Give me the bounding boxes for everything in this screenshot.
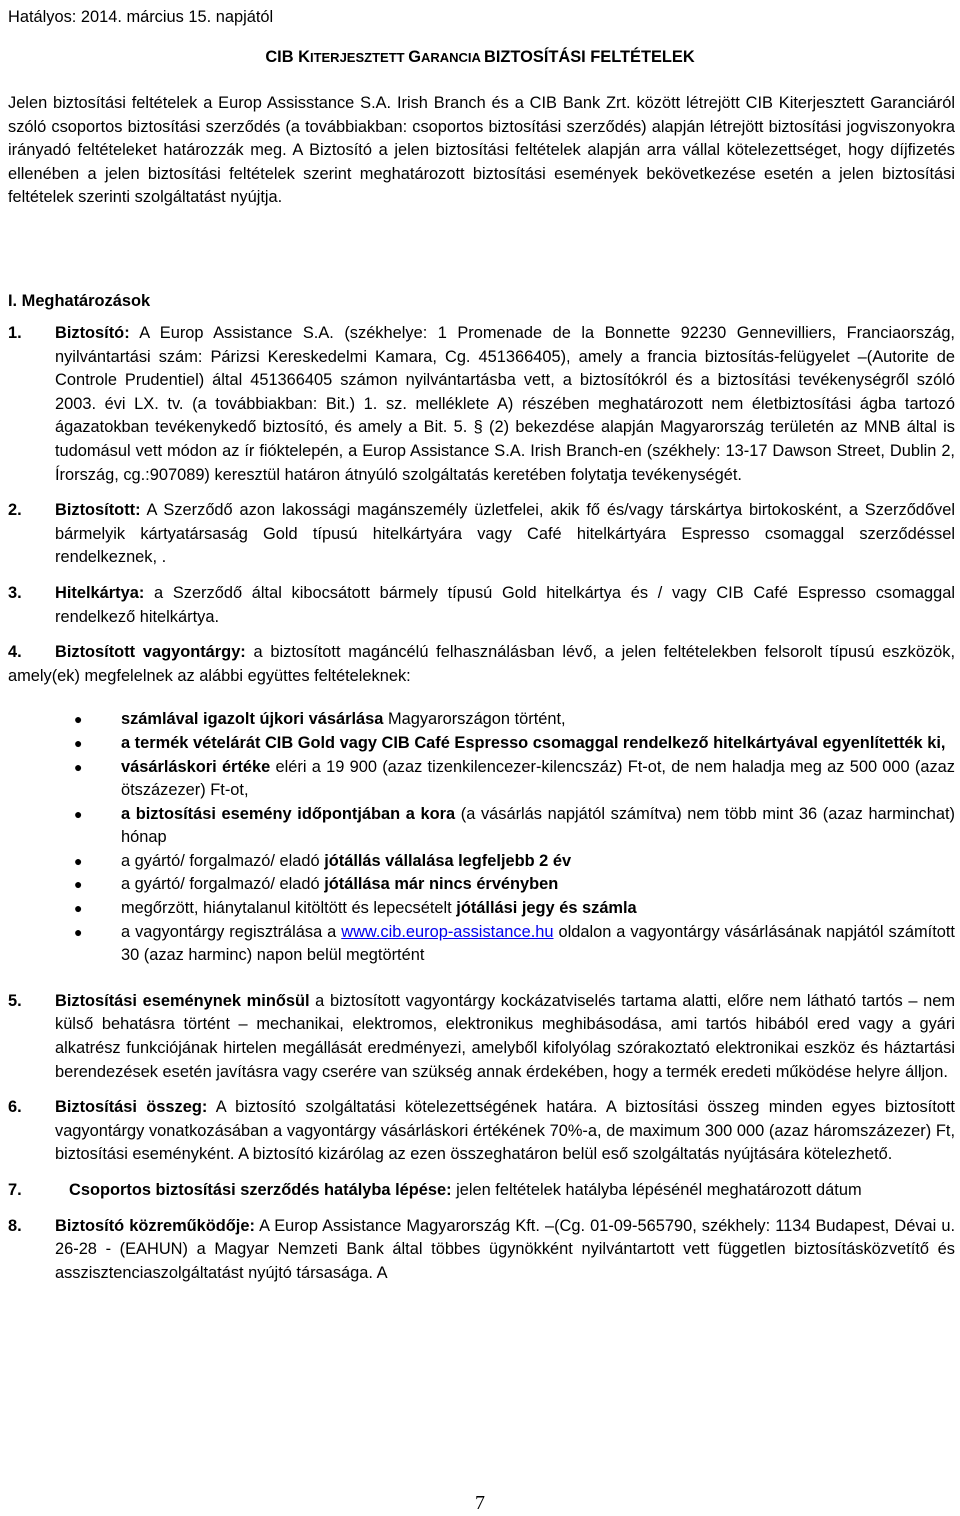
bullet-item (74, 897, 955, 921)
item-text: A Europ Assistance Magyarország Kft. –(Cg. 01-09-565790, székhely: 1134 Budapest, Dévai u. 26-28 - (EAHUN) a Magyar Nemzeti Bank által többes ügynökként nyilvántartott vett független biztosításközvetítő és asszisztenciaszolgáltatást nyújtó társasága. A (55, 1216, 956, 1282)
item-number: 4. (8, 643, 22, 662)
bullet-text: a gyártó/ forgalmazó/ eladó (121, 851, 325, 870)
item-term: Biztosító: (55, 324, 130, 342)
bullet-icon: ● (74, 923, 83, 940)
item-term: Biztosított vagyontárgy: (55, 643, 246, 662)
bullet-item (74, 803, 955, 850)
item-text: jelen feltételek hatályba lépésénél meghatározott dátum (451, 1181, 862, 1199)
item-text: a biztosított vagyontárgy kockázatviselés tartama alatti, előre nem látható tartós – nem külső behatásra történt – mechanikai, elektromos, elektronikus meghibásodása, ami tartós hibából ered vagy a gyári alkatrész funkciójának hirtelen megállását eredményezi, amelyből kifolyólag szórakoztató elektronikai eszköz és háztartási berendezések esetén javításra vagy cserére van szükség annak érdekében, hogy a termék eredeti működése helyre álljon. (55, 991, 956, 1081)
item-term: Biztosított: (55, 501, 141, 520)
bullet-bold: jótállása már nincs érvényben (324, 875, 559, 894)
item-text: a biztosított magáncélú felhasználásban lévő, a jelen feltételekben felsorolt típusú eszközök, amely(ek) megfelelnek az alábbi együttes feltételeknek: (8, 643, 955, 685)
item-term: Hitelkártya: (55, 583, 145, 602)
item-text: A Szerződő azon lakossági magánszemély üzletfelei, akik fő és/vagy társkártya birtokosként, a Szerződővel bármelyik kártyatársaság Gold típusú hitelkártyára vagy Café hitelkártyára Espresso csomaggal szerződéssel rendelkeznek, . (55, 501, 955, 567)
item-body (55, 322, 955, 487)
registration-link[interactable]: www.cib.europ-assistance.hu (341, 922, 554, 941)
title-part-5: BIZTOSÍTÁSI FELTÉTELEK (484, 48, 695, 66)
definition-item-5 (8, 990, 955, 1084)
item-4-intro (8, 641, 955, 688)
bullet-text: (a vásárlás napjától számítva) nem több mint 36 (azaz harminchat) hónap (121, 804, 955, 847)
bullet-item (74, 921, 955, 968)
definitions-list (8, 322, 955, 1297)
bullet-bold: számlával igazolt újkori vásárlása (121, 710, 384, 729)
item-body (55, 1215, 955, 1286)
section-heading: I. Meghatározások (8, 292, 151, 310)
bullet-text: oldalon a vagyontárgy vásárlásának napjától számított 30 (azaz harminc) napon belül megtörtént (121, 922, 955, 965)
title-part-4: ARANCIA (420, 50, 485, 65)
item-body (55, 1096, 955, 1167)
bullet-bold: a biztosítási esemény időpontjában a kora (121, 804, 456, 823)
definition-item-6 (8, 1096, 955, 1167)
item-number: 8. (8, 1216, 22, 1235)
item-number: 7. (8, 1181, 22, 1199)
item-text: a Szerződő által kibocsátott bármely típusú Gold hitelkártya és / vagy CIB Café Espresso csomaggal rendelkező hitelkártya. (55, 583, 955, 626)
bullet-text: eléri a 19 900 (azaz tizenkilencezer-kilencszáz) Ft-ot, de nem haladja meg az 500 000 (azaz ötszázezer) Ft-ot, (121, 757, 955, 800)
definition-item-1 (8, 322, 955, 487)
bullet-icon: ● (74, 758, 83, 775)
bullet-icon: ● (74, 876, 83, 893)
title-part-1: CIB K (265, 48, 310, 66)
item-body (55, 990, 955, 1084)
item-term: Biztosítási eseménynek minősül (55, 991, 310, 1010)
item-body (55, 582, 955, 629)
bullet-item (74, 850, 955, 874)
item-number: 1. (8, 324, 22, 342)
item-number: 5. (8, 991, 22, 1010)
bullet-bold: a termék vételárát CIB Gold vagy CIB Café Espresso csomaggal rendelkező hitelkártyával egyenlítették ki, (121, 733, 946, 752)
document-title (0, 46, 960, 70)
bullet-text: megőrzött, hiánytalanul kitöltött és lepecsételt (121, 899, 457, 918)
page-number: 7 (475, 1492, 485, 1514)
bullet-text: a vagyontárgy regisztrálása a (121, 922, 342, 941)
title-part-2: ITERJESZTETT (309, 50, 409, 65)
bullet-bold: jótállási jegy és számla (456, 899, 637, 918)
bullet-item (74, 756, 955, 803)
definition-item-4 (8, 641, 955, 968)
definition-item-3 (8, 582, 955, 629)
title-part-3: G (408, 48, 421, 66)
item-term: Biztosítási összeg: (55, 1098, 208, 1117)
bullet-bold: vásárláskori értéke (121, 757, 271, 776)
definition-item-2 (8, 499, 955, 570)
bullet-icon: ● (74, 711, 83, 728)
item-term: Csoportos biztosítási szerződés hatályba lépése: (69, 1181, 452, 1199)
definition-item-7 (8, 1179, 955, 1203)
item-text: A Europ Assistance S.A. (székhelye: 1 Promenade de la Bonnette 92230 Gennevilliers, Franciaország, nyilvántartási szám: Párizsi Kereskedelmi Kamara, Cg. 451366405), amely a francia biztosítás-felügyelet –(Autorite de Controle Prudentiel) által 451366405 számon nyilvántartásba vett, a biztosítókról és a biztosítási tevékenységről szóló 2003. évi LX. tv. (a továbbiakban: Bit.) 1. sz. melléklete A) részében meghatározott nem életbiztosítási ágba tartozó ágazatokban tevékenykedő biztosító, és amely a Bit. 5. § (2) bekezdése alapján Magyarország területén az MNB által is tudomásul vett módon az ír fióktelepén, a Europ Assistance S.A. Irish Branch-en (székhely: 13-17 Dawson Street, Dublin 2, Írország, cg.:907089) keresztül határon átnyúló szolgáltatás keretében folytatja tevékenységét. (55, 324, 955, 484)
bullet-item (74, 708, 955, 732)
bullet-item (74, 873, 955, 897)
item-term: Biztosító közreműködője: (55, 1216, 255, 1235)
validity-date: Hatályos: 2014. március 15. napjától (8, 8, 274, 26)
item-number: 2. (8, 501, 22, 520)
bullet-icon: ● (74, 900, 83, 917)
item-body (55, 499, 955, 570)
bullet-bold: jótállás vállalása legfeljebb 2 év (324, 851, 572, 870)
bullet-item (74, 732, 955, 756)
asset-conditions-list (8, 708, 955, 968)
definition-item-8 (8, 1215, 955, 1286)
bullet-text: a gyártó/ forgalmazó/ eladó (121, 875, 325, 894)
item-text: A biztosító szolgáltatási kötelezettségének határa. A biztosítási összeg minden egyes biztosított vagyontárgy vonatkozásában a vagyontárgy vásárláskori értékének 70%-a, de maximum 300 000 (azaz háromszázezer) Ft, biztosítási eseményként. A biztosító kizárólag az ezen összeghatáron belül eső szolgáltatás nyújtására kötelezhető. (55, 1098, 955, 1164)
bullet-icon: ● (74, 852, 83, 869)
item-number: 6. (8, 1098, 22, 1117)
item-number: 3. (8, 583, 22, 602)
bullet-text: Magyarországon történt, (383, 710, 566, 729)
bullet-icon: ● (74, 805, 83, 822)
intro-paragraph: Jelen biztosítási feltételek a Europ Assisstance S.A. Irish Branch és a CIB Bank Zrt. között létrejött CIB Kiterjesztett Garanciáról szóló csoportos biztosítási szerződés (a továbbiakban: csoportos biztosítási szerződés) alapján létrejött biztosítási jogviszonyokra irányadó feltételeket határozzák meg. A Biztosító a jelen biztosítási feltételek alapján arra vállal kötelezettséget, hogy díjfizetés ellenében a jelen biztosítási feltételek szerint meghatározott biztosítási események bekövetkezése esetén a jelen biztosítási feltételek szerinti szolgáltatást nyújtja. (8, 94, 955, 207)
bullet-icon: ● (74, 734, 83, 751)
